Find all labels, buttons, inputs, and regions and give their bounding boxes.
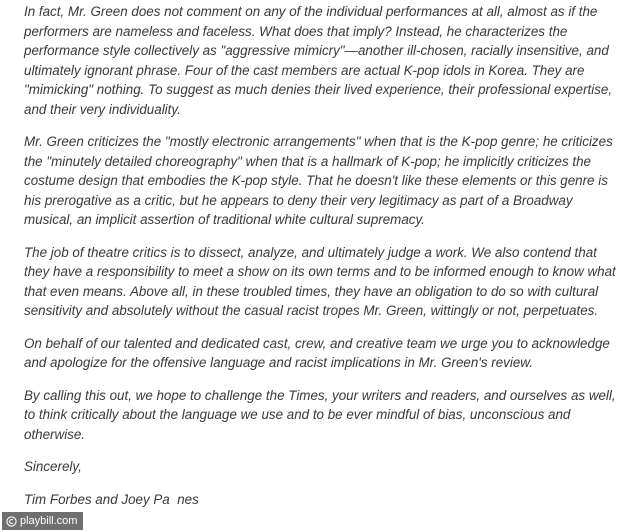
letter-body: [24, 2, 624, 522]
letter-signature: Tim Forbes and Joey Pa nes: [24, 491, 199, 507]
letter-paragraph-1: In fact, Mr. Green does not comment on any of the individual performances at all, almost as if the performers are nameless and faceless. What does that imply? Instead, he characterizes the performance style collectively as "aggressive mimicry"—another ill-chosen, racially insensitive, and ultimately ignorant phrase. Four of the cast members are actual K-pop idols in Korea. They are "mimicking" nothing. To suggest as much denies their lived experience, their professional expertise, and their very individuality.: [24, 4, 613, 117]
letter-paragraph-5: By calling this out, we hope to challenge the Times, your writers and readers, and ourselves as well, to think critically about the language we use and to be ever mindful of bias, unconscious and otherwise.: [24, 387, 616, 442]
copyright-icon: [6, 516, 17, 527]
letter-paragraph-4: On behalf of our talented and dedicated cast, crew, and creative team we urge you to acknowledge and apologize for the offensive language and racist implications in Mr. Green's review.: [24, 335, 610, 370]
letter-paragraph-3: The job of theatre critics is to dissect, analyze, and ultimately judge a work. We also contend that they have a responsibility to meet a show on its own terms and to be informed enough to know what that even means. Above all, in these troubled times, they have an obligation to do so with cultural sensitivity and absolutely without the casual racist tropes Mr. Green, wittingly or not, perpetuates.: [24, 244, 616, 318]
letter-closing: Sincerely,: [24, 459, 82, 474]
image-credit: [2, 512, 83, 530]
image-credit-text: playbill.com: [20, 515, 78, 527]
letter-paragraph-2: Mr. Green criticizes the "mostly electronic arrangements" when that is the K-pop genre; he criticizes the "minutely detailed choreography" when that is a hallmark of K-pop; he implicitly criticizes the costume design that embodies the K-pop style. That he doesn't like these elements or this genre is his prerogative as a critic, but he appears to deny their very legitimacy as part of a Broadway musical, an implicit assertion of traditional white cultural supremacy.: [24, 134, 613, 227]
